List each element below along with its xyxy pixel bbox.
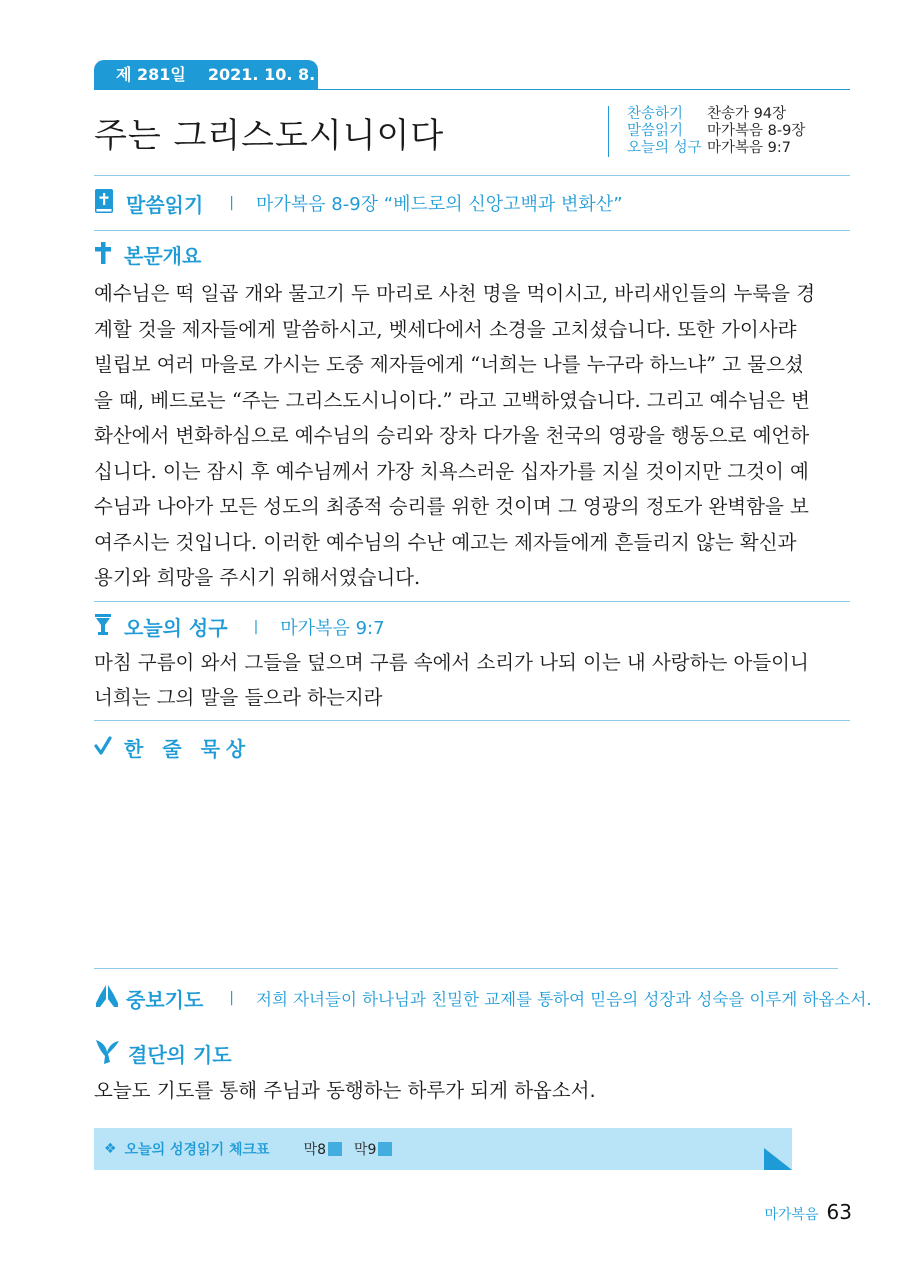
bible-icon <box>94 188 114 218</box>
verse-label: 오늘의 성구 <box>124 616 228 640</box>
checkbox[interactable] <box>328 1142 342 1156</box>
intercession-header <box>94 983 872 1013</box>
meta-value: 마가복음 9:7 <box>707 140 791 156</box>
checkbox[interactable] <box>378 1142 392 1156</box>
divider <box>94 175 850 176</box>
footer-book: 마가복음 <box>764 1207 819 1223</box>
meta-value: 찬송가 94장 <box>707 106 787 122</box>
meta-row <box>627 123 805 140</box>
meta-value: 마가복음 8-9장 <box>707 123 806 139</box>
summary-line: 여주시는 것입니다. 이러한 예수님의 수난 예고는 제자들에게 흔들리지 않는 확신과 <box>94 530 797 554</box>
meta-key: 오늘의 성구 <box>627 140 702 156</box>
dove-icon <box>94 1036 120 1070</box>
reading-sub: 마가복음 8-9장 “베드로의 신앙고백과 변화산” <box>256 194 623 215</box>
summary-line: 을 때, 베드로는 “주는 그리스도시니이다.” 라고 고백하였습니다. 그리고 예수님은 변 <box>94 388 810 412</box>
divider <box>94 601 850 602</box>
meta-box <box>608 106 805 157</box>
meta-key: 말씀읽기 <box>627 123 684 139</box>
meditation-label: 한 줄 묵상 <box>124 737 252 761</box>
meta-key: 찬송하기 <box>627 106 684 122</box>
separator: | <box>229 195 234 211</box>
date-tab <box>94 60 337 90</box>
verse-sub: 마가복음 9:7 <box>280 617 385 639</box>
checklist-item-label: 막9 <box>354 1142 377 1158</box>
diamond-icon: ❖ <box>104 1141 117 1157</box>
checklist-item[interactable] <box>304 1139 342 1159</box>
summary-line: 계할 것을 제자들에게 말씀하시고, 벳세다에서 소경을 고치셨습니다. 또한 가이사랴 <box>94 317 797 341</box>
date-label: 2021. 10. 8. 금 <box>207 65 337 84</box>
checklist-item[interactable] <box>354 1139 392 1159</box>
header-rule <box>94 89 850 90</box>
goblet-icon <box>94 613 112 641</box>
summary-line: 예수님은 떡 일곱 개와 물고기 두 마리로 사천 명을 먹이시고, 바리새인들의 누룩을 경 <box>94 282 816 305</box>
separator: | <box>253 618 259 635</box>
verse-line: 마침 구름이 와서 그들을 덮으며 구름 속에서 소리가 나되 이는 내 사랑하는 아들이니 <box>94 651 809 674</box>
praying-hands-icon <box>94 983 120 1013</box>
page-fold-corner <box>764 1148 792 1170</box>
checklist-label: 오늘의 성경읽기 체크표 <box>124 1142 270 1158</box>
summary-header <box>94 240 201 269</box>
summary-line: 빌립보 여러 마을로 가시는 도중 제자들에게 “너희는 나를 누구라 하느냐” 고 물으셨 <box>94 353 804 376</box>
day-label: 제 281일 <box>116 65 186 84</box>
separator: | <box>229 990 234 1006</box>
checkmark-icon <box>94 736 112 760</box>
summary-line: 용기와 희망을 주시기 위해서였습니다. <box>94 566 421 589</box>
divider <box>94 968 838 969</box>
verse-line: 너희는 그의 말을 들으라 하는지라 <box>94 686 383 709</box>
summary-line: 수님과 나아가 모든 성도의 최종적 승리를 위한 것이며 그 영광의 정도가 완벽함을 보 <box>94 495 809 518</box>
checklist-item-label: 막8 <box>303 1142 326 1158</box>
resolution-label: 결단의 기도 <box>128 1042 232 1067</box>
page-footer <box>764 1200 852 1224</box>
intercession-label: 중보기도 <box>126 987 204 1012</box>
cross-icon <box>94 241 112 269</box>
reading-label: 말씀읽기 <box>126 192 204 217</box>
resolution-text: 오늘도 기도를 통해 주님과 동행하는 하루가 되게 하옵소서. <box>94 1079 596 1102</box>
verse-header <box>94 612 385 641</box>
page-title: 주는 그리스도시니이다 <box>94 116 445 156</box>
reading-header <box>94 188 623 218</box>
intercession-sub: 저희 자녀들이 하나님과 친밀한 교제를 통하여 믿음의 성장과 성숙을 이루게 하옵소서. <box>256 990 872 1009</box>
meta-row <box>627 140 805 157</box>
page-number: 63 <box>826 1200 852 1224</box>
divider <box>94 230 850 231</box>
summary-label: 본문개요 <box>124 244 202 268</box>
summary-line: 화산에서 변화하심으로 예수님의 승리와 장차 다가올 천국의 영광을 행동으로 예언하 <box>94 424 810 447</box>
summary-line: 십니다. 이는 잠시 후 예수님께서 가장 치욕스러운 십자가를 지실 것이지만 그것이 예 <box>94 459 809 483</box>
reading-checklist <box>94 1128 792 1170</box>
meditation-header <box>94 733 251 762</box>
meta-row <box>627 106 805 123</box>
resolution-header <box>94 1036 232 1070</box>
summary-text <box>94 276 854 596</box>
divider <box>94 720 850 721</box>
verse-text <box>94 645 854 715</box>
